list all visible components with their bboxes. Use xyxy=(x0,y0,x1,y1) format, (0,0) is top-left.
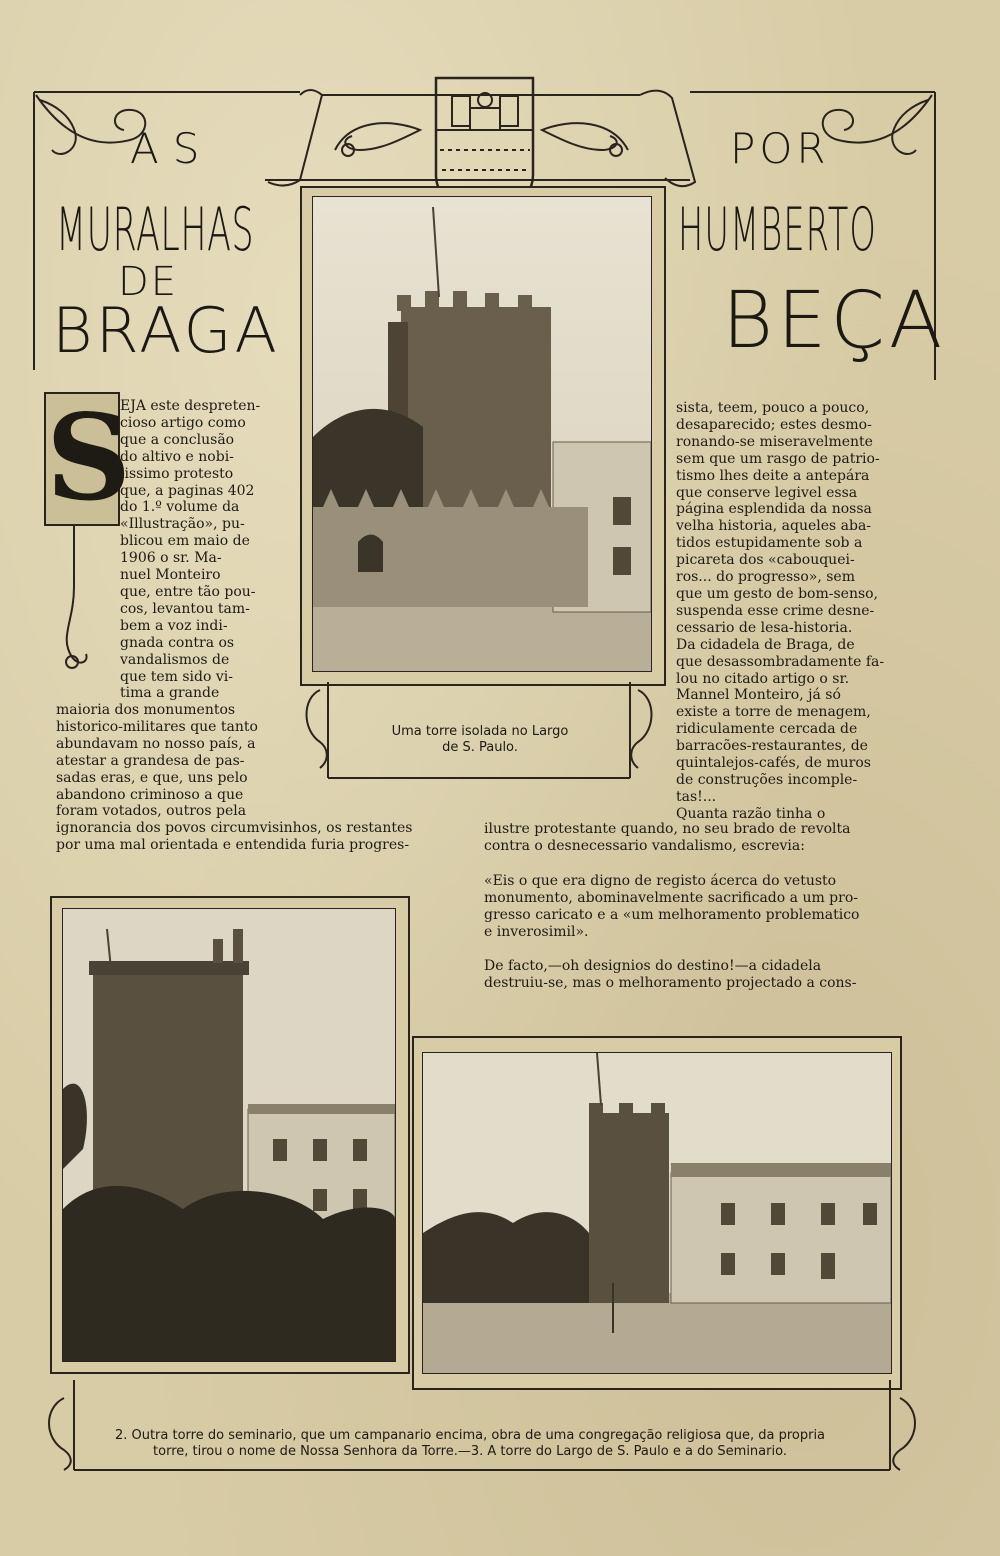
bottom-caption-line2: torre, tirou o nome de Nossa Senhora da Torre.—3. A torre do Largo de S. Paulo e a do Seminario. xyxy=(153,1444,787,1459)
text-line: sem que um rasgo de patrio- xyxy=(676,450,880,467)
text-line: página esplendida da nossa xyxy=(676,501,872,518)
text-line: barracões-restaurantes, de xyxy=(676,738,868,755)
text-line: lou no citado artigo o sr. xyxy=(676,670,850,687)
text-line: que a conclusão xyxy=(120,431,235,448)
text-line: EJA este despreten- xyxy=(120,398,261,414)
photo-1-caption-line1: Uma torre isolada no Largo xyxy=(391,724,569,739)
quote-line: gresso caricato e a «um melhoramento problematico xyxy=(484,907,860,923)
text-line: abundavam no nosso país, a xyxy=(56,735,256,752)
text-line: «Illustração», pu- xyxy=(120,516,245,533)
quote-line: e inverosimil». xyxy=(484,924,589,940)
text-line: existe a torre de menagem, xyxy=(676,704,871,721)
text-line: cioso artigo como xyxy=(120,414,246,431)
quotation xyxy=(484,873,894,941)
text-line: De facto,—oh designios do destino!—a cidadela xyxy=(484,958,822,974)
photo-2-frame xyxy=(50,896,410,1374)
text-line: ros... do progresso», sem xyxy=(676,569,855,586)
text-line: atestar a grandesa de pas- xyxy=(56,752,245,769)
text-line: picareta dos «cabouquei- xyxy=(676,552,855,569)
final-paragraph xyxy=(484,958,894,992)
quote-line: monumento, abominavelmente sacrificado a um pro- xyxy=(484,890,858,906)
photo-1-caption-line2: de S. Paulo. xyxy=(442,740,518,755)
left-column-wide xyxy=(56,702,272,820)
text-line: blicou em maio de xyxy=(120,533,250,550)
text-line: foram votados, outros pela xyxy=(56,803,247,820)
text-line: que um gesto de bom-senso, xyxy=(676,585,879,602)
quote-line: «Eis o que era digno de registo ácerca do vetusto xyxy=(484,873,837,889)
text-line: Quanta razão tinha o xyxy=(676,805,826,822)
photo-both-towers xyxy=(422,1052,892,1374)
photo-1-caption xyxy=(330,724,630,756)
text-line: do 1.º volume da xyxy=(120,499,240,516)
photo-tower-largo-s-paulo xyxy=(312,196,652,672)
text-line: sista, teem, pouco a pouco, xyxy=(676,400,870,416)
text-line: ronando-se miseravelmente xyxy=(676,433,873,450)
text-line: destruiu-se, mas o melhoramento projectado a cons- xyxy=(484,975,857,991)
text-line: bem a voz indi- xyxy=(120,617,228,634)
text-line: de construções incomple- xyxy=(676,771,858,788)
right-column-full xyxy=(484,821,894,855)
title-muralhas: MURALHAS xyxy=(56,195,255,265)
text-line: nuel Monteiro xyxy=(120,567,221,584)
text-line: que, a paginas 402 xyxy=(120,482,255,499)
bottom-caption-line1: 2. Outra torre do seminario, que um campanario encima, obra de uma congregação religiosa que, da propria xyxy=(114,1428,826,1443)
photo-image xyxy=(313,197,651,671)
text-line: historico-militares que tanto xyxy=(56,718,258,735)
text-line: contra o desnecessario vandalismo, escrevia: xyxy=(484,837,805,854)
text-line: por uma mal orientada e entendida furia progres- xyxy=(56,836,410,853)
text-line: tima a grande xyxy=(120,685,220,702)
text-line: maioria dos monumentos xyxy=(56,702,236,718)
text-line: tismo lhes deite a antepára xyxy=(676,467,870,484)
dropcap-letter: S xyxy=(46,388,132,527)
text-line: ridiculamente cercada de xyxy=(676,721,858,738)
text-line: ignorancia dos povos circumvisinhos, os restantes xyxy=(56,820,413,836)
right-column xyxy=(676,400,894,823)
text-line: ilustre protestante quando, no seu brado de revolta xyxy=(484,821,851,837)
photo-image xyxy=(63,909,395,1361)
text-line: Mannel Monteiro, já só xyxy=(676,687,841,704)
photo-3-frame xyxy=(412,1036,902,1390)
text-line: velha historia, aqueles aba- xyxy=(676,518,872,535)
title-de: DE xyxy=(118,259,179,305)
text-line: abandono criminoso a que xyxy=(56,786,244,803)
text-line: tidos estupidamente sob a xyxy=(676,535,863,552)
photo-seminary-tower xyxy=(62,908,396,1362)
text-line: 1906 o sr. Ma- xyxy=(120,550,222,567)
text-line: gnada contra os xyxy=(120,634,235,651)
text-line: quintalejos-cafés, de muros xyxy=(676,755,871,772)
author-last-name: BEÇA xyxy=(722,276,947,366)
bottom-caption xyxy=(80,1428,860,1460)
text-line: que conserve legivel essa xyxy=(676,484,858,501)
left-column-narrow xyxy=(120,398,272,702)
text-line: Da cidadela de Braga, de xyxy=(676,636,855,653)
photo-image xyxy=(423,1053,891,1373)
text-line: que desassombradamente fa- xyxy=(676,653,885,670)
text-line: sadas eras, e que, uns pelo xyxy=(56,769,248,786)
text-line: desaparecido; estes desmo- xyxy=(676,416,872,433)
author-por: POR xyxy=(730,124,830,173)
text-line: suspenda esse crime desne- xyxy=(676,602,875,619)
author-first-name: HUMBERTO xyxy=(678,195,877,265)
text-line: cos, levantou tam- xyxy=(120,600,250,617)
text-line: cessario de lesa-historia. xyxy=(676,619,853,636)
photo-1-frame xyxy=(300,186,666,686)
text-line: vandalismos de xyxy=(120,651,230,668)
text-line: que tem sido vi- xyxy=(120,668,233,685)
text-line: lissimo protesto xyxy=(120,465,234,482)
text-line: do altivo e nobi- xyxy=(120,448,234,465)
text-line: que, entre tão pou- xyxy=(120,583,256,600)
title-as: AS xyxy=(130,124,214,173)
text-line: tas!... xyxy=(676,788,717,805)
title-braga: BRAGA xyxy=(52,294,280,367)
left-column-full xyxy=(56,820,452,854)
